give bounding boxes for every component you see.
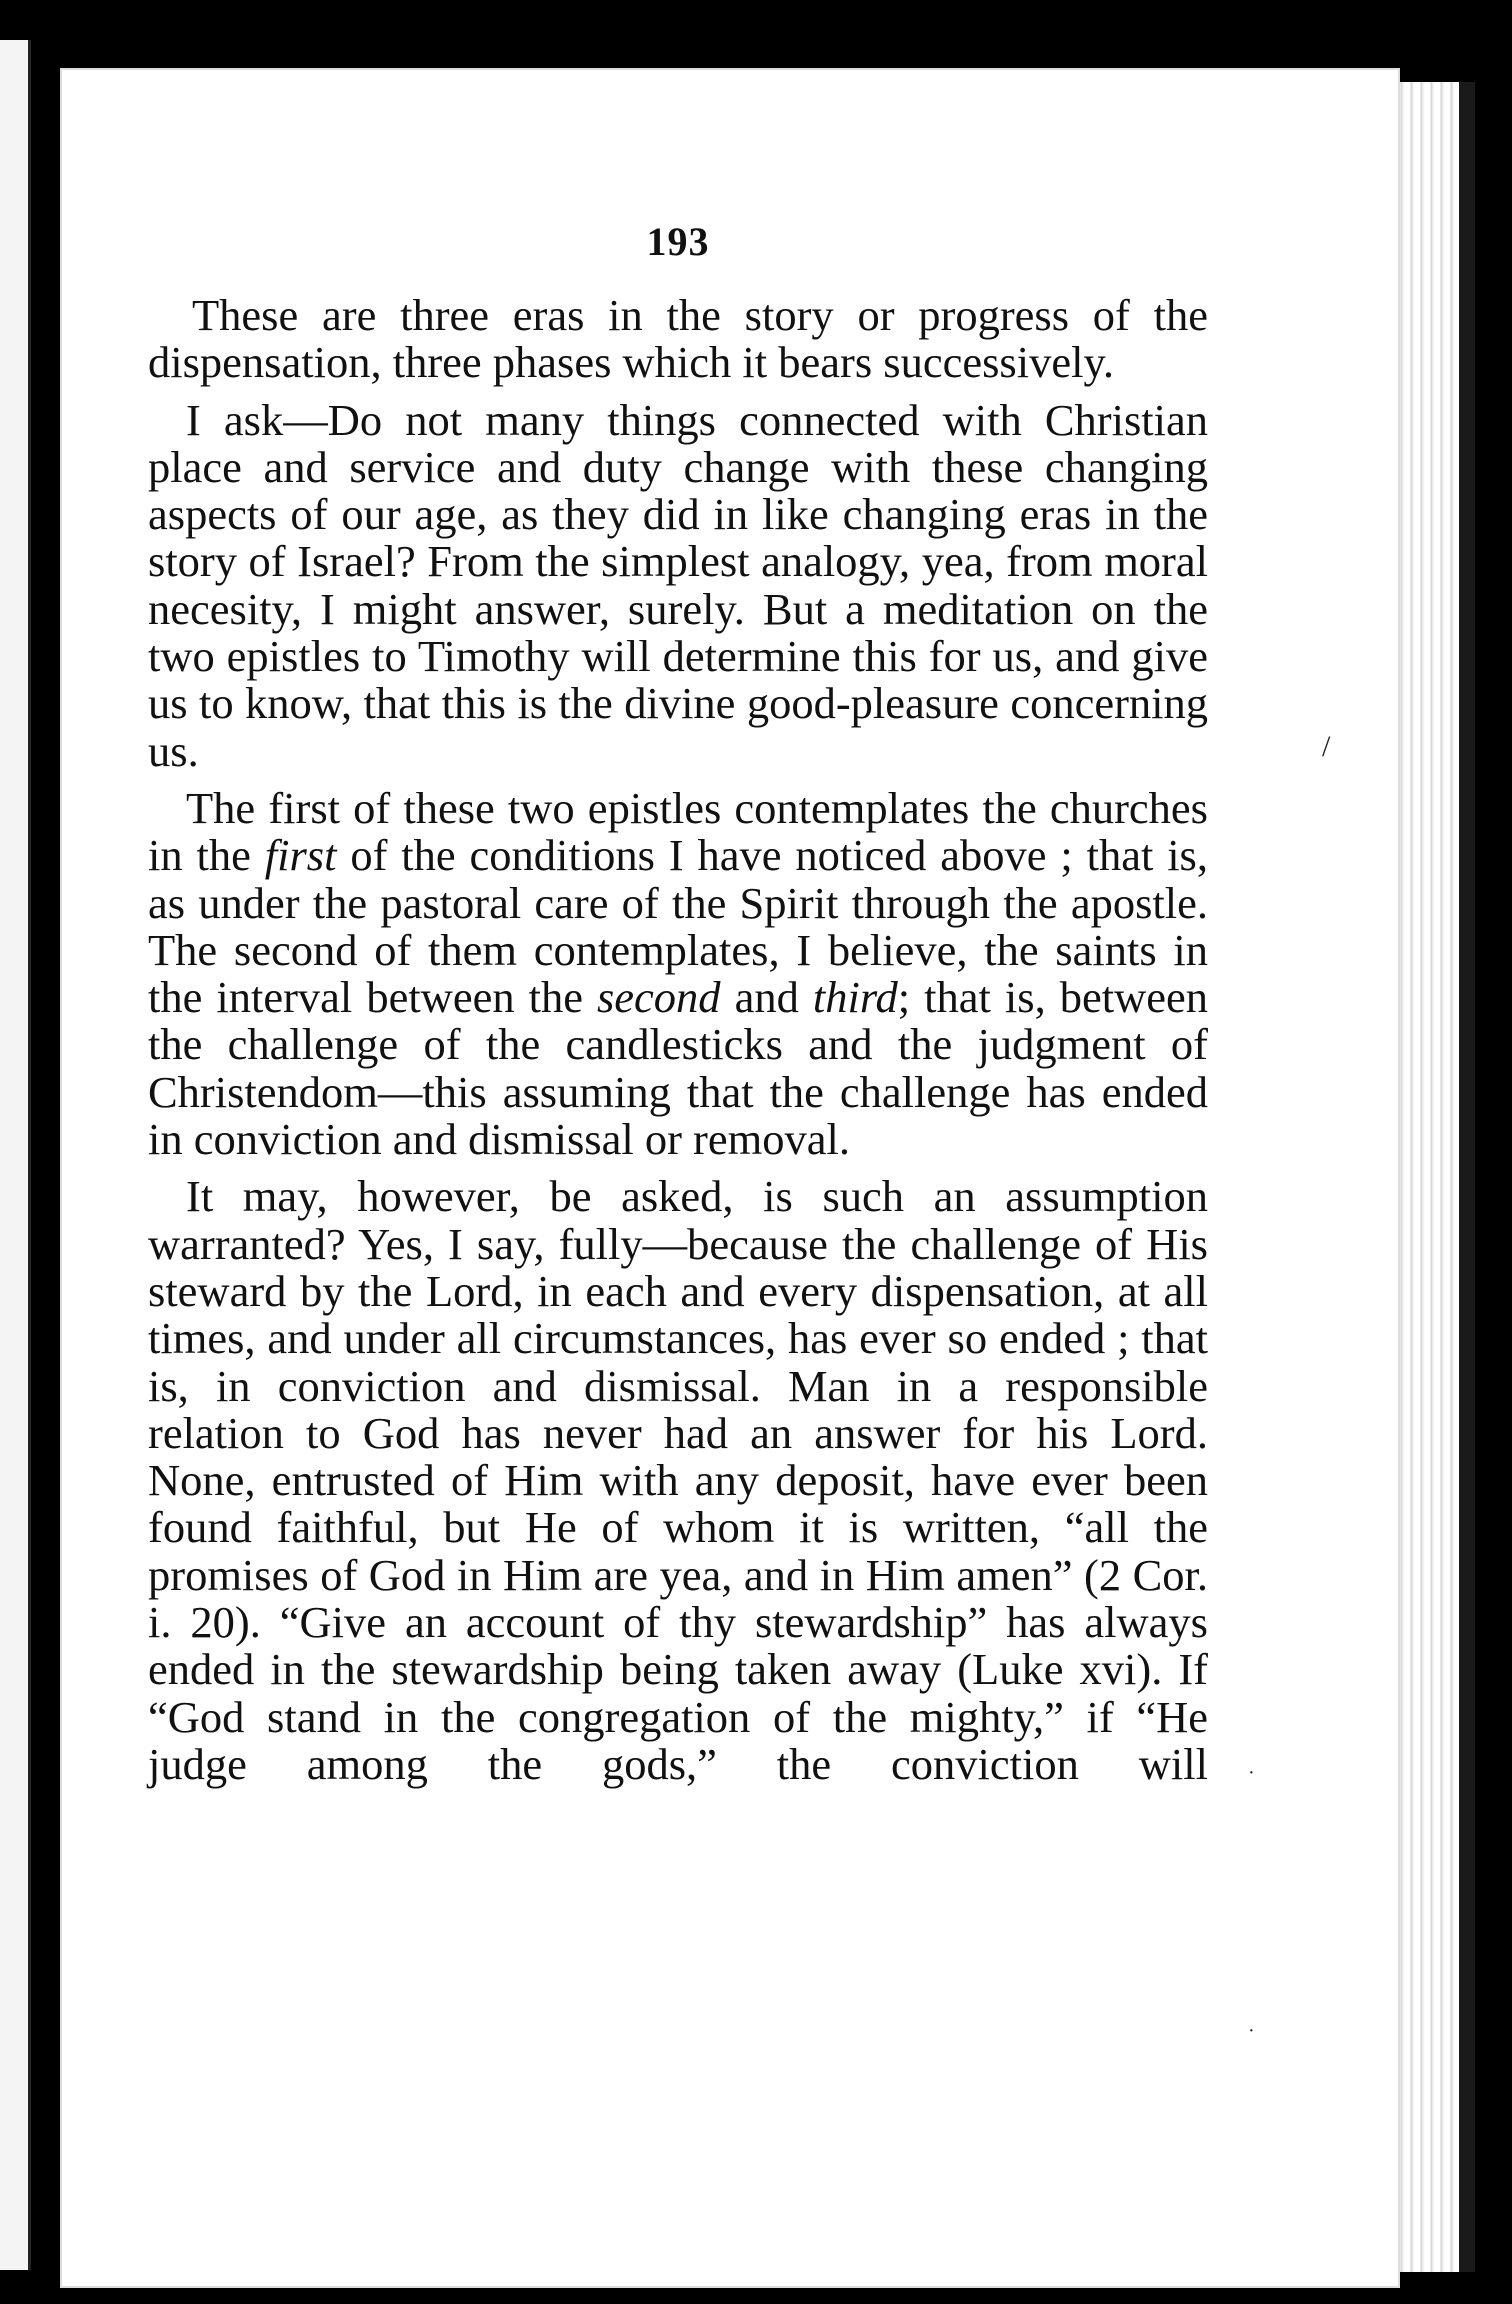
paragraph-2: I ask—Do not many things connected with Christian place and service and duty change with these changing aspects of our age, as they did in like changing eras in the story of Israel? From the simplest analogy, yea, from moral necesity, I might answer, surely. But a meditation on the two epistles to Timothy will determine this for us, and give us to know, that this is the divine good-pleasure concerning us. bbox=[148, 394, 1208, 776]
paragraph-3 bbox=[148, 782, 1208, 1165]
paragraph-4: It may, however, be asked, is such an assumption warranted? Yes, I say, fully—because the challenge of His steward by the Lord, in each and every dispensation, at all times, and under all circumstances, has ever so ended ; that is, in conviction and dismissal. Man in a responsible relation to God has never had an answer for his Lord. None, entrusted of Him with any deposit, have ever been found faithful, but He of whom it is written, “all the promises of God in Him are yea, and in Him amen” (2 Cor. i. 20). “Give an account of thy stewardship” has always ended in the stewardship being taken away (Luke xvi). If “God stand in the congregation of the mighty,” if “He judge among the gods,” the conviction will bbox=[148, 1171, 1208, 1789]
margin-dot: · bbox=[1248, 2020, 1255, 2042]
emphasis-first: first bbox=[264, 830, 337, 881]
page-number: 193 bbox=[646, 219, 710, 264]
paragraph-1: These are three eras in the story or progress of the dispensation, three phases which it bears successively. bbox=[148, 290, 1208, 388]
emphasis-second: second bbox=[596, 972, 721, 1023]
paragraph-3-text-e: and bbox=[720, 972, 813, 1023]
facing-page-edge bbox=[0, 40, 31, 2270]
emphasis-third: third bbox=[812, 972, 898, 1023]
paragraph-3-text-a: The first of these two epistles contemplates the churches in the bbox=[148, 782, 1208, 881]
margin-dot: · bbox=[1248, 1762, 1255, 1784]
paragraph-3-text-c: of the conditions I have noticed above ; that is, as under the pastoral care of the Spirit through the apostle. The second of them contemplates, I believe, the saints in the interval between the bbox=[148, 830, 1208, 1023]
margin-mark: / bbox=[1322, 730, 1331, 763]
paragraph-3-text-g: ; that is, between the challenge of the candlesticks and the judgment of Christendom—this assuming that the challenge has ended in conviction and dismissal or removal. bbox=[148, 972, 1208, 1165]
page-content bbox=[148, 219, 1208, 1798]
